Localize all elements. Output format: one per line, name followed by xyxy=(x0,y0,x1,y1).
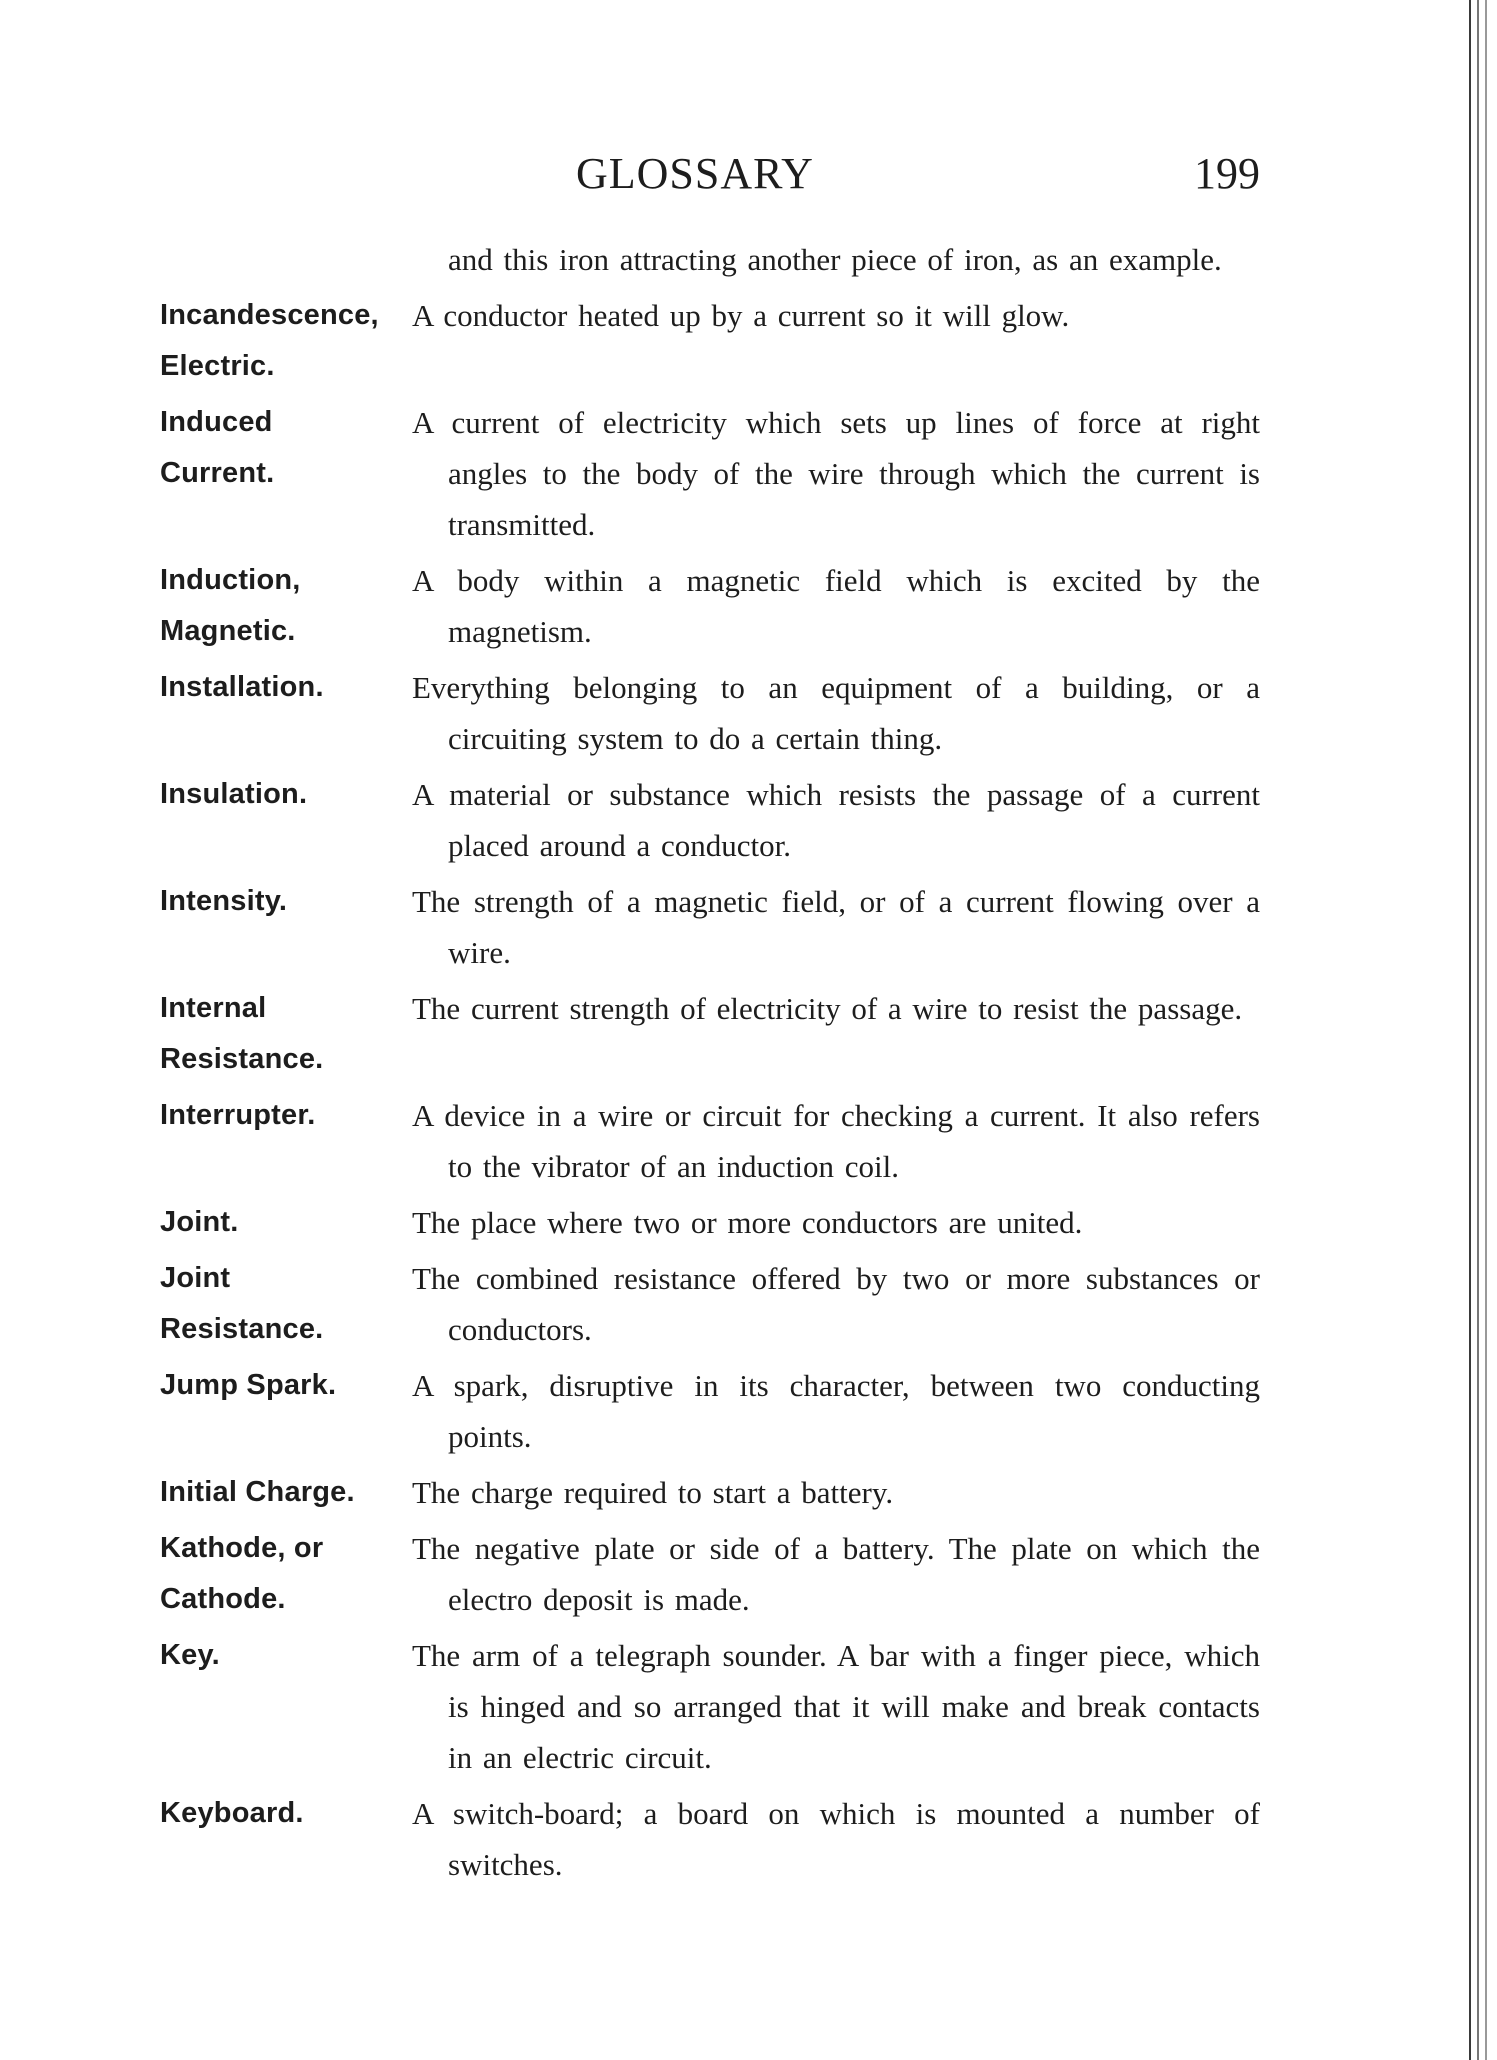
glossary-term: Incandescence, Electric. xyxy=(160,299,379,382)
page-number: 199 xyxy=(1194,149,1260,198)
glossary-definition: The negative plate or side of a battery. The plate on which the electro deposit is made. xyxy=(412,1531,1260,1617)
glossary-term: Key. xyxy=(160,1639,220,1671)
glossary-entry xyxy=(160,769,1260,871)
glossary-entry xyxy=(160,1523,1260,1625)
glossary-term: Intensity. xyxy=(160,885,288,917)
glossary-term: Interrupter. xyxy=(160,1099,316,1131)
glossary-term: Induction, Magnetic. xyxy=(160,564,301,647)
glossary-entry xyxy=(160,1630,1260,1783)
glossary-entry xyxy=(160,1253,1260,1355)
running-title: GLOSSARY xyxy=(576,149,814,198)
glossary-term: Internal Resistance. xyxy=(160,992,324,1075)
glossary-term: Insulation. xyxy=(160,778,308,810)
glossary-definition: The strength of a magnetic field, or of a current flowing over a wire. xyxy=(412,884,1260,970)
glossary-term: Induced Current. xyxy=(160,406,275,489)
glossary-definition: The place where two or more conductors are united. xyxy=(412,1205,1083,1240)
glossary-term: Installation. xyxy=(160,671,324,703)
glossary-entry xyxy=(160,234,1260,285)
glossary-entry xyxy=(160,1360,1260,1462)
glossary-definition: A spark, disruptive in its character, between two conducting points. xyxy=(412,1368,1260,1454)
page-edge-binding xyxy=(1469,0,1497,2060)
glossary-definition: and this iron attracting another piece of iron, as an example. xyxy=(448,242,1222,277)
glossary-entry xyxy=(160,1788,1260,1890)
glossary-definition: A conductor heated up by a current so it will glow. xyxy=(412,298,1070,333)
glossary-entry xyxy=(160,1197,1260,1248)
glossary-term: Keyboard. xyxy=(160,1797,304,1829)
running-head xyxy=(160,148,1260,208)
glossary-definition: A switch-board; a board on which is mounted a number of switches. xyxy=(412,1796,1260,1882)
glossary-entry xyxy=(160,1467,1260,1518)
glossary-entry xyxy=(160,1090,1260,1192)
glossary-definition: A body within a magnetic field which is excited by the magnetism. xyxy=(412,563,1260,649)
glossary-definition: Everything belonging to an equipment of a building, or a circuiting system to do a certain thing. xyxy=(412,670,1260,756)
glossary-term: Initial Charge. xyxy=(160,1476,355,1508)
glossary-definition: The current strength of electricity of a wire to resist the passage. xyxy=(412,991,1243,1026)
glossary-entry xyxy=(160,290,1260,392)
glossary-entry xyxy=(160,983,1260,1085)
glossary-entry xyxy=(160,876,1260,978)
glossary-definition: A device in a wire or circuit for checking a current. It also refers to the vibrator of an induction coil. xyxy=(412,1098,1260,1184)
glossary-entry xyxy=(160,397,1260,550)
glossary-definition: A material or substance which resists the passage of a current placed around a conductor. xyxy=(412,777,1260,863)
glossary-list xyxy=(160,234,1260,1895)
glossary-definition: The combined resistance offered by two or more substances or conductors. xyxy=(412,1261,1260,1347)
glossary-definition: A current of electricity which sets up lines of force at right angles to the body of the wire through which the current is transmitted. xyxy=(412,405,1260,542)
glossary-entry xyxy=(160,662,1260,764)
glossary-entry xyxy=(160,555,1260,657)
glossary-definition: The arm of a telegraph sounder. A bar with a finger piece, which is hinged and so arranged that it will make and break contacts in an electric circuit. xyxy=(412,1638,1260,1775)
glossary-term: Joint Resistance. xyxy=(160,1262,324,1345)
glossary-term: Joint. xyxy=(160,1206,239,1238)
glossary-term: Kathode, or Cathode. xyxy=(160,1532,324,1615)
glossary-term: Jump Spark. xyxy=(160,1369,337,1401)
glossary-definition: The charge required to start a battery. xyxy=(412,1475,894,1510)
